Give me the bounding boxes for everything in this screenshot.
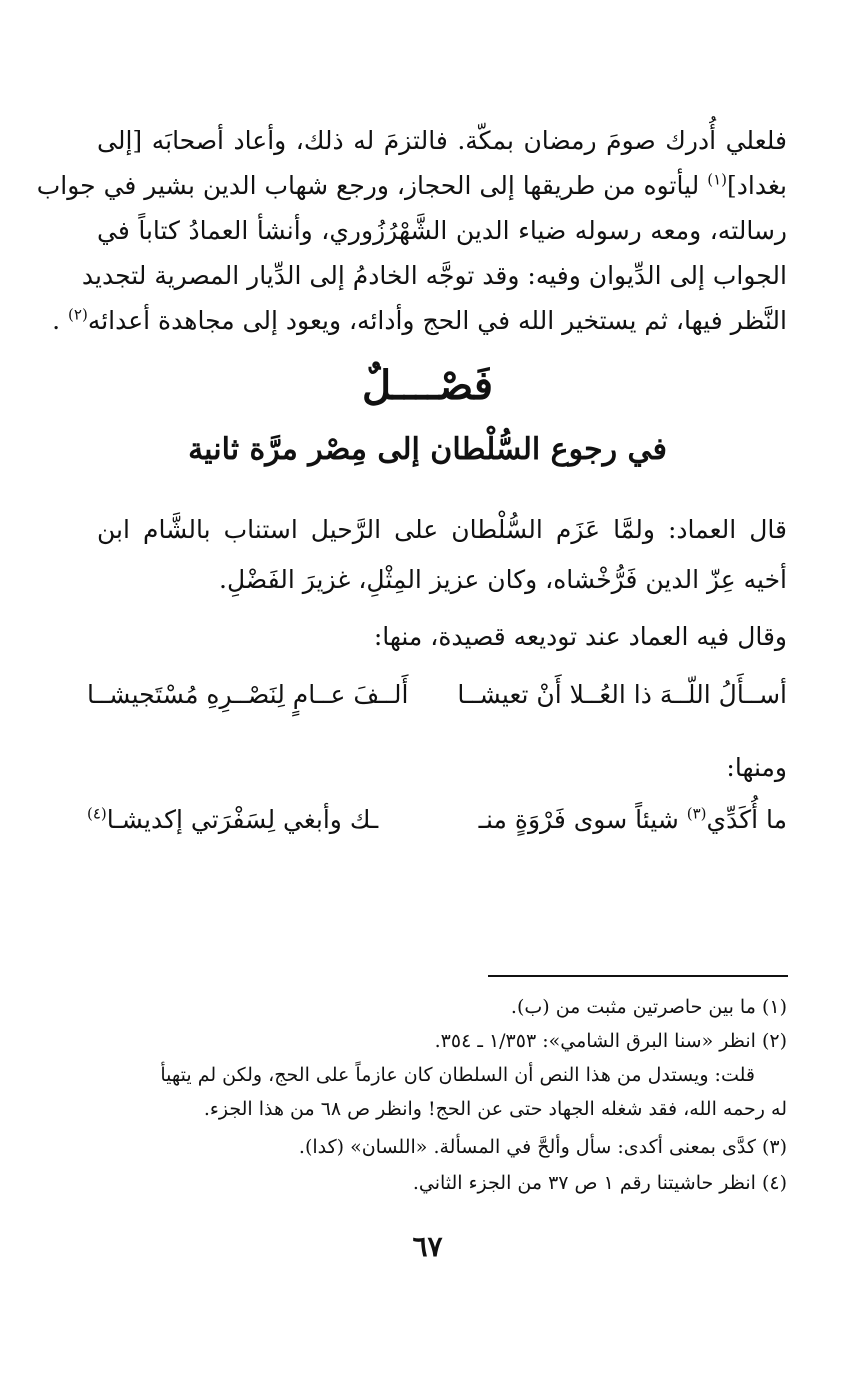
minha-label: ومنها: — [726, 753, 787, 782]
verse-2-first-a: ما أُكَدِّي — [706, 805, 787, 834]
footnote-ref-1: (١) — [707, 170, 728, 189]
verse-1 — [87, 675, 787, 715]
footnote-ref-3: (٣) — [686, 804, 707, 823]
page-number: ٦٧ — [412, 1230, 443, 1263]
footnote-ref-2: (٢) — [68, 305, 88, 324]
section-heading: فَصْــــلٌ — [362, 362, 493, 409]
paragraph-poem-intro: وقال فيه العماد عند توديعه قصيدة، منها: — [373, 622, 787, 651]
verse-2-second-hemistich — [87, 800, 378, 840]
footnote-divider — [488, 975, 788, 977]
intro-paragraph — [36, 118, 787, 343]
verse-2-second-text: ـك وأبغي لِسَفْرَتي إكديشـا — [106, 805, 379, 834]
verse-1-second-hemistich: أَلــفَ عــامٍ لِنَصْــرِهِ مُسْتَجيشــا — [87, 680, 409, 709]
paragraph-imad-departure: قال العماد: ولمَّا عَزَم السُّلْطان على الرَّحيل استناب بالشَّام ابن أخيه عِزّ الدين فَرُّخْشاه، وكان عزيز المِثْلِ، غزيرَ الفَضْلِ. — [97, 515, 787, 594]
intro-line-5 — [52, 298, 787, 343]
intro-line-1: فلعلي أُدرك صومَ رمضان بمكّة. فالتزمَ له ذلك، وأعاد أصحابَه [إلى — [97, 126, 787, 155]
intro-line-5-end: . — [52, 306, 69, 335]
intro-line-2-rest: ليأتوه من طريقها إلى الحجاز، ورجع شهاب الدين بشير في جواب — [36, 171, 708, 200]
verse-1-first-hemistich: أســأَلُ اللّــهَ ذا العُــلا أَنْ تعيشــا — [457, 680, 787, 709]
section-subheading: في رجوع السُّلْطان إلى مِصْر مرَّة ثانية — [188, 432, 667, 467]
footnote-3: (٣) كدَّى بمعنى أكدى: سأل وألحَّ في المسألة. «اللسان» (كدا). — [298, 1136, 787, 1158]
footnote-2: (٢) انظر «سنا البرق الشامي»: ١/٣٥٣ ـ ٣٥٤. — [434, 1030, 787, 1052]
intro-line-2-start: بغداد] — [727, 171, 787, 200]
footnote-ref-4: (٤) — [87, 804, 107, 823]
footnote-4: (٤) انظر حاشيتنا رقم ١ ص ٣٧ من الجزء الثاني. — [412, 1172, 787, 1194]
intro-line-3: رسالته، ومعه رسوله ضياء الدين الشَّهْرُزُوري، وأنشأ العمادُ كتاباً في — [97, 216, 787, 245]
footnote-2-comment-line-1: قلت: ويستدل من هذا النص أن السلطان كان عازماً على الحج، ولكن لم يتهيأ — [160, 1064, 755, 1086]
footnote-1: (١) ما بين حاصرتين مثبت من (ب). — [510, 996, 787, 1018]
verse-2 — [87, 800, 787, 840]
footnote-2-comment-line-2: له رحمه الله، فقد شغله الجهاد حتى عن الحج! وانظر ص ٦٨ من هذا الجزء. — [203, 1098, 787, 1120]
intro-line-5-text: النَّظر فيها، ثم يستخير الله في الحج وأدائه، ويعود إلى مجاهدة أعدائه — [87, 306, 787, 335]
verse-2-first-b: شيئاً سوى فَرْوَةٍ منـ — [478, 805, 687, 834]
verse-2-first-hemistich — [479, 800, 787, 840]
intro-line-2 — [36, 163, 787, 208]
intro-line-4: الجواب إلى الدِّيوان وفيه: وقد توجَّه الخادمُ إلى الدِّيار المصرية لتجديد — [81, 261, 787, 290]
